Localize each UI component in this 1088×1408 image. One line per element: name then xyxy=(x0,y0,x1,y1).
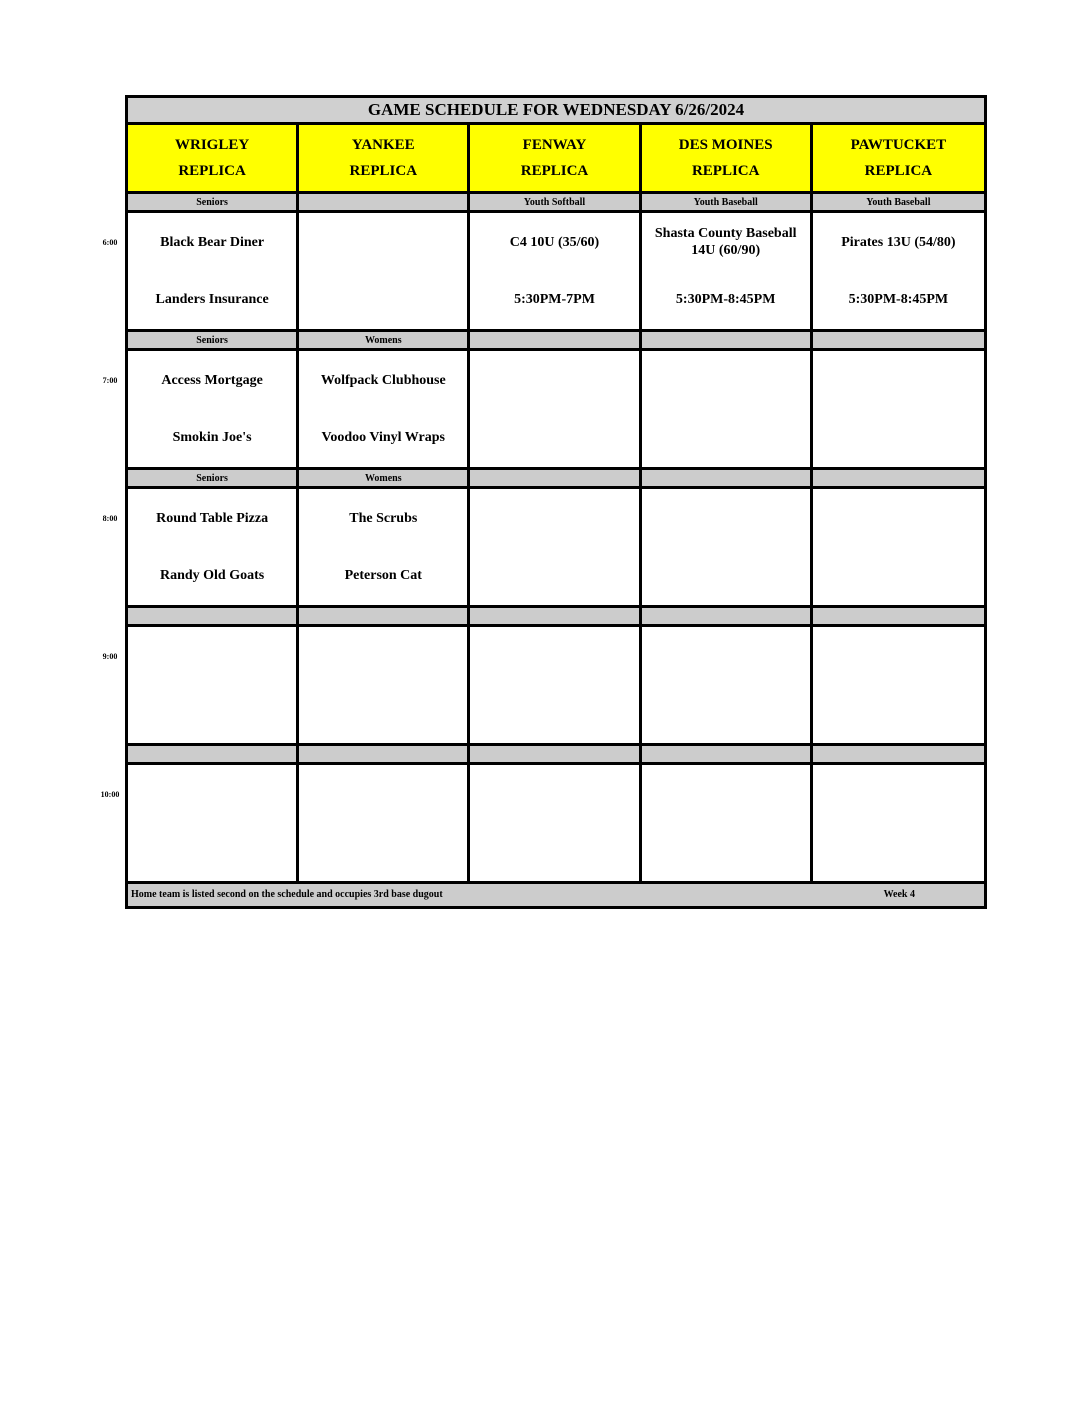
home-team: 5:30PM-8:45PM xyxy=(675,292,776,307)
schedule-title: GAME SCHEDULE FOR WEDNESDAY 6/26/2024 xyxy=(128,98,984,125)
away-team xyxy=(474,364,634,396)
home-team: Randy Old Goats xyxy=(159,568,265,583)
division-label xyxy=(128,608,299,624)
division-label xyxy=(813,608,984,624)
field-header-wrigley xyxy=(128,125,299,191)
footer-note: Home team is listed second on the schedule and occupies 3rd base dugout xyxy=(131,889,443,900)
away-team xyxy=(132,778,292,810)
time-slot-label: 8:00 xyxy=(102,514,118,523)
game-row xyxy=(128,351,984,470)
time-slot-label: 7:00 xyxy=(102,376,118,385)
game-cell xyxy=(299,213,470,329)
game-cell xyxy=(128,765,299,881)
game-row xyxy=(128,489,984,608)
category-row xyxy=(128,194,984,213)
division-label: Womens xyxy=(299,332,470,348)
game-cell xyxy=(299,351,470,467)
home-team: Voodoo Vinyl Wraps xyxy=(321,430,446,445)
division-label: Youth Baseball xyxy=(642,194,813,210)
field-type: REPLICA xyxy=(178,163,246,179)
field-type: REPLICA xyxy=(691,163,760,179)
away-team xyxy=(646,364,806,396)
away-team xyxy=(303,640,463,672)
game-cell xyxy=(813,489,984,605)
division-label xyxy=(642,608,813,624)
home-team: Smokin Joe's xyxy=(172,430,252,445)
time-slot-label: 10:00 xyxy=(100,790,120,799)
game-cell xyxy=(299,765,470,881)
home-team: 5:30PM-7PM xyxy=(514,292,595,307)
category-row xyxy=(128,332,984,351)
division-label xyxy=(642,746,813,762)
division-label xyxy=(470,470,641,486)
game-cell xyxy=(642,489,813,605)
away-team xyxy=(646,640,806,672)
game-cell xyxy=(813,351,984,467)
division-label xyxy=(299,194,470,210)
field-name: FENWAY xyxy=(522,137,587,153)
away-team xyxy=(303,226,463,258)
division-label: Seniors xyxy=(128,470,299,486)
away-team xyxy=(646,502,806,534)
game-cell xyxy=(470,213,641,329)
away-team: Black Bear Diner xyxy=(160,234,265,250)
game-cell xyxy=(642,765,813,881)
game-cell xyxy=(128,213,299,329)
game-cell xyxy=(470,627,641,743)
game-cell xyxy=(299,489,470,605)
time-slot-label: 6:00 xyxy=(102,238,118,247)
away-team xyxy=(646,778,806,810)
field-header-pawtucket xyxy=(813,125,984,191)
field-name: DES MOINES xyxy=(678,137,773,153)
field-header-des-moines xyxy=(642,125,813,191)
division-label xyxy=(813,332,984,348)
division-label: Womens xyxy=(299,470,470,486)
field-header-row xyxy=(128,125,984,194)
division-label: Youth Softball xyxy=(470,194,641,210)
division-label xyxy=(470,332,641,348)
time-slot-label: 9:00 xyxy=(102,652,118,661)
division-label xyxy=(299,746,470,762)
division-label xyxy=(813,470,984,486)
division-label: Seniors xyxy=(128,194,299,210)
game-cell xyxy=(470,489,641,605)
away-team xyxy=(474,640,634,672)
game-cell xyxy=(642,351,813,467)
game-row xyxy=(128,213,984,332)
time-slots xyxy=(128,194,984,884)
division-label xyxy=(128,746,299,762)
field-type: REPLICA xyxy=(349,163,418,179)
away-team: Shasta County Baseball 14U (60/90) xyxy=(654,226,797,258)
game-cell xyxy=(470,351,641,467)
division-label xyxy=(642,470,813,486)
division-label xyxy=(299,608,470,624)
division-label xyxy=(813,746,984,762)
footer-row xyxy=(128,884,984,906)
schedule-table xyxy=(125,95,987,909)
game-cell xyxy=(642,213,813,329)
field-type: REPLICA xyxy=(864,163,933,179)
away-team xyxy=(303,778,463,810)
field-name: YANKEE xyxy=(351,137,415,153)
game-cell xyxy=(128,627,299,743)
game-cell xyxy=(642,627,813,743)
away-team xyxy=(817,364,980,396)
away-team: Round Table Pizza xyxy=(156,510,269,526)
game-row xyxy=(128,765,984,884)
away-team xyxy=(817,778,980,810)
game-cell xyxy=(128,351,299,467)
game-cell xyxy=(813,627,984,743)
game-cell xyxy=(470,765,641,881)
division-label xyxy=(470,608,641,624)
category-row xyxy=(128,608,984,627)
game-cell xyxy=(128,489,299,605)
away-team: Wolfpack Clubhouse xyxy=(320,372,446,388)
game-cell xyxy=(299,627,470,743)
away-team xyxy=(132,640,292,672)
away-team: C4 10U (35/60) xyxy=(509,234,600,250)
home-team: 5:30PM-8:45PM xyxy=(848,292,949,307)
away-team xyxy=(817,502,980,534)
division-label xyxy=(642,332,813,348)
home-team: Peterson Cat xyxy=(344,568,422,583)
game-row xyxy=(128,627,984,746)
field-type: REPLICA xyxy=(520,163,589,179)
field-name: PAWTUCKET xyxy=(850,137,947,153)
field-header-yankee xyxy=(299,125,470,191)
away-team: Access Mortgage xyxy=(161,372,263,388)
week-label: Week 4 xyxy=(883,889,915,900)
away-team: Pirates 13U (54/80) xyxy=(841,234,956,250)
division-label xyxy=(470,746,641,762)
game-cell xyxy=(813,213,984,329)
category-row xyxy=(128,746,984,765)
away-team xyxy=(817,640,980,672)
division-label: Seniors xyxy=(128,332,299,348)
home-team: Landers Insurance xyxy=(155,292,269,307)
away-team xyxy=(474,778,634,810)
division-label: Youth Baseball xyxy=(813,194,984,210)
away-team: The Scrubs xyxy=(349,510,418,526)
field-header-fenway xyxy=(470,125,641,191)
field-name: WRIGLEY xyxy=(175,137,250,153)
away-team xyxy=(474,502,634,534)
game-cell xyxy=(813,765,984,881)
category-row xyxy=(128,470,984,489)
